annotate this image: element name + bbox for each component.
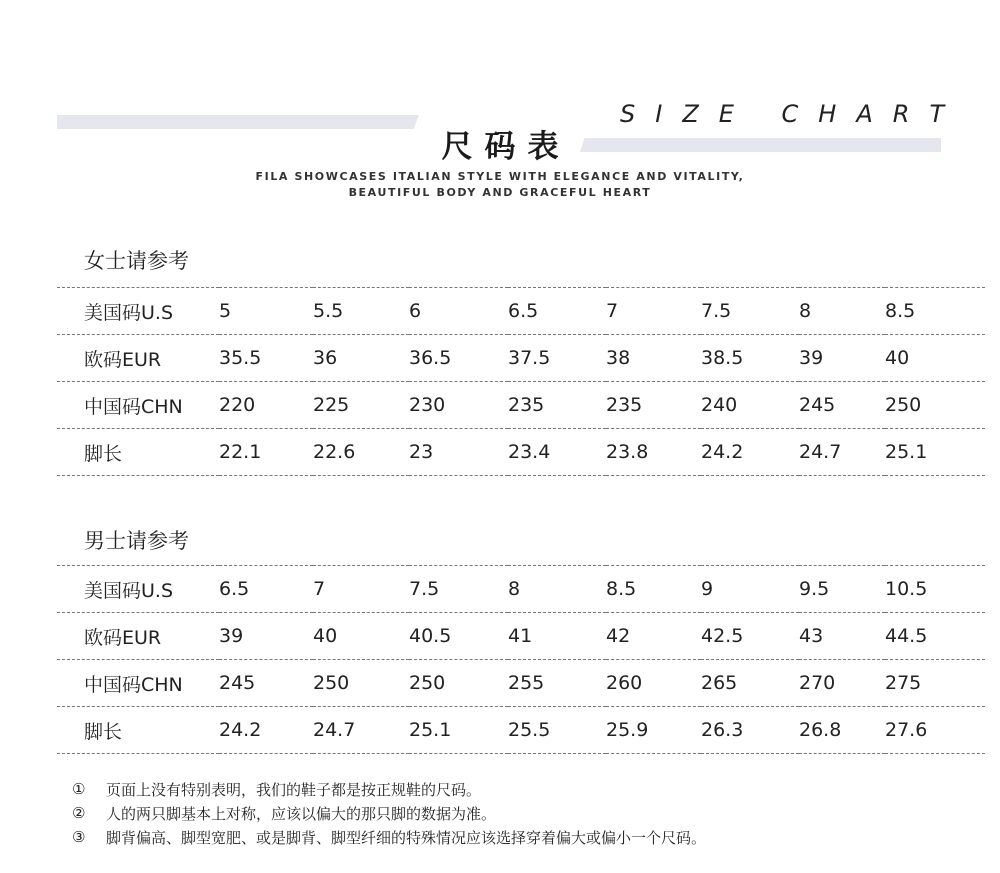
- table-cell: 250: [885, 382, 985, 429]
- table-cell: 43: [799, 613, 885, 660]
- note-item: [72, 777, 706, 801]
- page-title-en: SIZE CHART: [620, 100, 965, 128]
- table-cell: 37.5: [508, 335, 606, 382]
- table-cell: 41: [508, 613, 606, 660]
- table-cell: 6.5: [508, 288, 606, 335]
- table-cell: 39: [219, 613, 313, 660]
- table-cell: 9.5: [799, 566, 885, 613]
- table-row: [57, 660, 985, 707]
- subtitle-line-1: FILA SHOWCASES ITALIAN STYLE WITH ELEGANCE AND VITALITY,: [255, 170, 745, 183]
- table-cell: 24.2: [219, 707, 313, 754]
- row-label: 美国码U.S: [57, 288, 219, 335]
- table-cell: 26.8: [799, 707, 885, 754]
- table-cell: 8: [508, 566, 606, 613]
- table-cell: 9: [701, 566, 799, 613]
- table-cell: 36: [313, 335, 409, 382]
- table-cell: 35.5: [219, 335, 313, 382]
- table-row: [57, 288, 985, 335]
- note-text: 页面上没有特别表明，我们的鞋子都是按正规鞋的尺码。: [106, 780, 482, 799]
- table-cell: 25.9: [606, 707, 701, 754]
- note-text: 人的两只脚基本上对称，应该以偏大的那只脚的数据为准。: [106, 804, 497, 823]
- table-cell: 25.1: [409, 707, 508, 754]
- table-cell: 250: [409, 660, 508, 707]
- table-cell: 42.5: [701, 613, 799, 660]
- women-section-title: 女士请参考: [84, 249, 189, 273]
- men-size-table: [57, 565, 985, 754]
- table-cell: 245: [799, 382, 885, 429]
- table-cell: 38: [606, 335, 701, 382]
- table-cell: 270: [799, 660, 885, 707]
- row-label: 欧码EUR: [57, 613, 219, 660]
- table-cell: 235: [606, 382, 701, 429]
- table-cell: 240: [701, 382, 799, 429]
- table-cell: 275: [885, 660, 985, 707]
- table-cell: 8: [799, 288, 885, 335]
- table-row: [57, 566, 985, 613]
- table-cell: 26.3: [701, 707, 799, 754]
- table-cell: 25.1: [885, 429, 985, 476]
- table-cell: 40: [885, 335, 985, 382]
- table-cell: 220: [219, 382, 313, 429]
- table-row: [57, 382, 985, 429]
- table-cell: 24.2: [701, 429, 799, 476]
- table-cell: 7.5: [409, 566, 508, 613]
- table-cell: 23.8: [606, 429, 701, 476]
- table-cell: 44.5: [885, 613, 985, 660]
- table-cell: 8.5: [885, 288, 985, 335]
- note-number: ③: [72, 828, 86, 846]
- table-cell: 255: [508, 660, 606, 707]
- table-cell: 23: [409, 429, 508, 476]
- table-cell: 265: [701, 660, 799, 707]
- row-label: 脚长: [57, 707, 219, 754]
- table-cell: 36.5: [409, 335, 508, 382]
- table-cell: 250: [313, 660, 409, 707]
- table-row: [57, 429, 985, 476]
- table-cell: 245: [219, 660, 313, 707]
- row-label: 中国码CHN: [57, 660, 219, 707]
- table-cell: 10.5: [885, 566, 985, 613]
- note-number: ②: [72, 804, 86, 822]
- note-item: [72, 801, 706, 825]
- table-row: [57, 335, 985, 382]
- table-cell: 24.7: [313, 707, 409, 754]
- table-cell: 230: [409, 382, 508, 429]
- row-label: 美国码U.S: [57, 566, 219, 613]
- table-cell: 42: [606, 613, 701, 660]
- table-cell: 22.1: [219, 429, 313, 476]
- table-cell: 225: [313, 382, 409, 429]
- table-cell: 6: [409, 288, 508, 335]
- women-size-table: [57, 287, 985, 476]
- table-cell: 260: [606, 660, 701, 707]
- page-title-cn: 尺码表: [441, 129, 571, 165]
- row-label: 中国码CHN: [57, 382, 219, 429]
- table-cell: 23.4: [508, 429, 606, 476]
- note-number: ①: [72, 780, 86, 798]
- table-cell: 7.5: [701, 288, 799, 335]
- table-cell: 7: [606, 288, 701, 335]
- table-cell: 235: [508, 382, 606, 429]
- table-cell: 25.5: [508, 707, 606, 754]
- note-item: [72, 825, 706, 849]
- table-row: [57, 613, 985, 660]
- table-row: [57, 707, 985, 754]
- table-cell: 8.5: [606, 566, 701, 613]
- table-cell: 5: [219, 288, 313, 335]
- row-label: 欧码EUR: [57, 335, 219, 382]
- table-cell: 39: [799, 335, 885, 382]
- table-cell: 40.5: [409, 613, 508, 660]
- table-cell: 24.7: [799, 429, 885, 476]
- table-cell: 6.5: [219, 566, 313, 613]
- table-cell: 40: [313, 613, 409, 660]
- men-section-title: 男士请参考: [84, 529, 189, 553]
- table-cell: 22.6: [313, 429, 409, 476]
- table-cell: 5.5: [313, 288, 409, 335]
- note-text: 脚背偏高、脚型宽肥、或是脚背、脚型纤细的特殊情况应该选择穿着偏大或偏小一个尺码。: [106, 828, 707, 847]
- table-cell: 38.5: [701, 335, 799, 382]
- table-cell: 27.6: [885, 707, 985, 754]
- table-cell: 7: [313, 566, 409, 613]
- notes-list: [72, 777, 706, 849]
- subtitle-line-2: BEAUTIFUL BODY AND GRACEFUL HEART: [348, 186, 652, 199]
- row-label: 脚长: [57, 429, 219, 476]
